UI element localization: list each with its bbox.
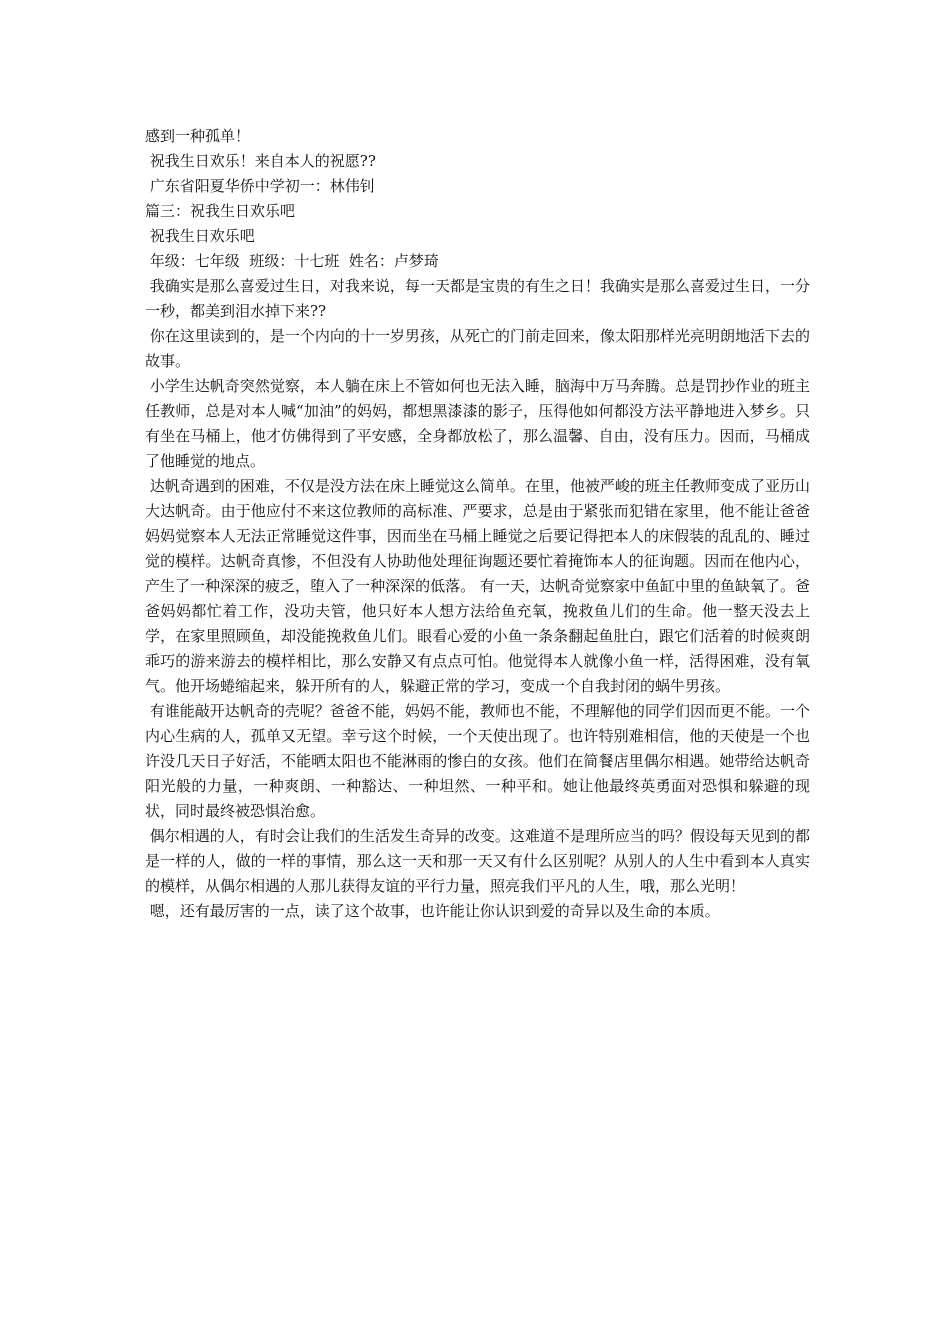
paragraph: 达帆奇遇到的困难，不仅是没方法在床上睡觉这么简单。在里，他被严峻的班主任教师变成了亚历山大达帆奇。由于他应付不来这位教师的高标准、严要求，总是由于紧张而犯错在家里，他不能让爸爸妈妈觉察本人无法正常睡觉这件事，因而坐在马桶上睡觉之后要记得把本人的床假装的乱乱的、睡过觉的模样。达帆奇真惨，不但没有人协助他处理征询题还要忙着掩饰本人的征询题。因而在他内心，产生了一种深深的疲乏，堕入了一种深深的低落。 有一天，达帆奇觉察家中鱼缸中里的鱼缺氧了。爸爸妈妈都忙着工作，没功夫管，他只好本人想方法给鱼充氧，挽救鱼儿们的生命。他一整天没去上学，在家里照顾鱼，却没能挽救鱼儿们。眼看心爱的小鱼一条条翻起鱼肚白，跟它们活着的时候爽朗乖巧的游来游去的模样相比，那么安静又有点点可怕。他觉得本人就像小鱼一样，活得困难，没有氧气。他开场蜷缩起来，躲开所有的人，躲避正常的学习，变成一个自我封闭的蜗牛男孩。 (145, 477, 810, 695)
paragraph: 偶尔相遇的人，有时会让我们的生活发生奇异的改变。这难道不是理所应当的吗？假设每天见到的都是一样的人，做的一样的事情，那么这一天和那一天又有什么区别呢？从别人的人生中看到本人真实的模样，从偶尔相遇的人那儿获得友谊的平行力量，照亮我们平凡的人生，哦，那么光明！ (145, 827, 810, 895)
paragraph: 嗯，还有最厉害的一点，读了这个故事，也许能让你认识到爱的奇异以及生命的本质。 (145, 902, 720, 920)
paragraph: 小学生达帆奇突然觉察，本人躺在床上不管如何也无法入睡，脑海中万马奔腾。总是罚抄作业的班主任教师，总是对本人喊“加油”的妈妈，都想黑漆漆的影子，压得他如何都没方法平静地进入梦乡。只有坐在马桶上，他才仿佛得到了平安感，全身都放松了，那么温馨、自由，没有压力。因而，马桶成了他睡觉的地点。 (145, 377, 810, 470)
paragraph: 我确实是那么喜爱过生日，对我来说，每一天都是宝贵的有生之日！我确实是那么喜爱过生日，一分一秒，都美到泪水掉下来?? (145, 277, 810, 320)
paragraph: 你在这里读到的，是一个内向的十一岁男孩，从死亡的门前走回来，像太阳那样光亮明朗地活下去的故事。 (145, 327, 810, 370)
paragraph: 有谁能敲开达帆奇的壳呢？爸爸不能，妈妈不能，教师也不能，不理解他的同学们因而更不能。一个内心生病的人，孤单又无望。幸亏这个时候，一个天使出现了。也许特别难相信，他的天使是一个也许没几天日子好活，不能晒太阳也不能淋雨的惨白的女孩。他们在简餐店里偶尔相遇。她带给达帆奇阳光般的力量，一种爽朗、一种豁达、一种坦然、一种平和。她让他最终英勇面对恐惧和躲避的现状，同时最终被恐惧治愈。 (145, 702, 810, 820)
text-line: 广东省阳夏华侨中学初一：林伟钊 (145, 177, 375, 195)
document-body (145, 124, 810, 924)
article-title: 祝我生日欢乐吧 (145, 227, 255, 245)
text-line: 感到一种孤单！ (145, 127, 251, 145)
author-info: 年级：七年级 班级：十七班 姓名：卢梦琦 (145, 252, 439, 270)
text-line: 祝我生日欢乐！来自本人的祝愿?? (145, 152, 376, 170)
section-heading: 篇三：祝我生日欢乐吧 (145, 202, 296, 220)
